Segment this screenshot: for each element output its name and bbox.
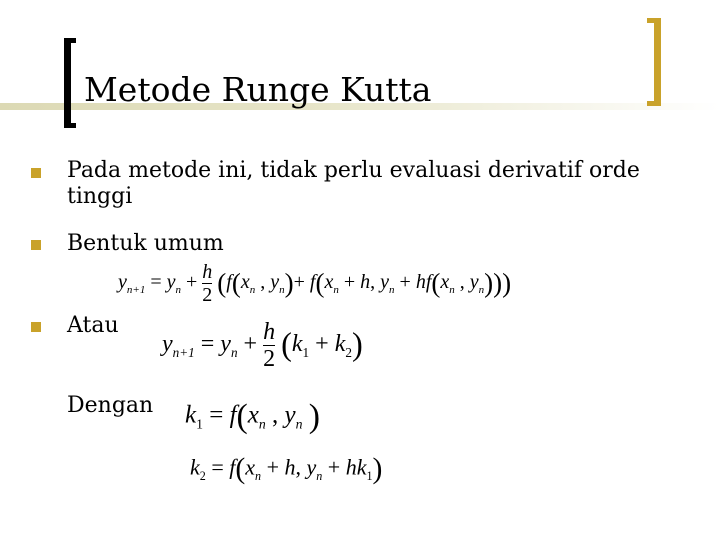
- bullet-marker-3: [31, 322, 41, 332]
- formula-k2: $k_2 = f(x_n + h$, $y_n + hk_1$): [190, 453, 383, 485]
- title-bracket-right: [647, 18, 661, 106]
- bullet-marker-1: [31, 168, 41, 178]
- bullet-marker-2: [31, 240, 41, 250]
- bullet-text-3: Atau: [67, 313, 119, 338]
- formula-k1: $k_1 = f(x_n$ , $y_n$ ): [185, 398, 321, 435]
- slide-title: Metode Runge Kutta: [84, 70, 432, 109]
- dengan-label: Dengan: [67, 393, 154, 418]
- title-bracket-left: [64, 38, 76, 128]
- bullet-text-2: Bentuk umum: [67, 231, 224, 256]
- formula-bentuk-umum: $y_{n+1} = y_n$ + $\frac{h}{2}$ ($f(x_n$ , $y_n)+ f(x_n + h$, $y_n + hf(x_n$ , $y_n$))): [118, 261, 512, 306]
- bullet-text-1: Pada metode ini, tidak perlu evaluasi derivatif orde tinggi: [67, 158, 640, 209]
- formula-atau: $y_{n+1} = y_n$ + $\frac{h}{2}$ $(k_1 + k_2)$: [162, 319, 363, 372]
